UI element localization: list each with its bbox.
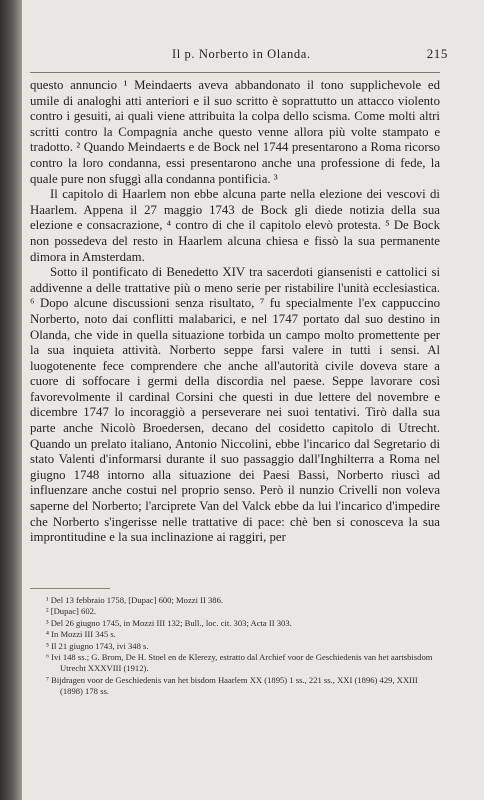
page-header	[22, 44, 484, 64]
book-page	[22, 0, 484, 800]
paragraph: Sotto il pontificato di Benedetto XIV tra sacerdoti giansenisti e cattolici si addivenne a delle trattative più o meno serie per ristabilire l'unità ecclesiastica. ⁶ Dopo alcune discussioni senza risultato, ⁷ fu specialmente l'ex cappuccino Norberto, noto dai conflitti malabarici, e nel 1747 portato dal suo destino in Olanda, che vide in quella situazione torbida un campo molto promettente per la sua inquieta attività. Norberto seppe farsi valere in tutti i sensi. Al luogotenente fece comprendere che anche all'autorità civile doveva stare a cuore di soffocare i germi della discordia nel paese. Seppe lavorare così favorevolmente il cardinal Corsini che questi in due lettere del novembre e dicembre 1747 lo incoraggiò a perseverare nei suoi tentativi. Tirò dalla sua parte anche Nicolò Broedersen, decano del cosidetto capitolo di Utrecht. Quando un prelato italiano, Antonio Niccolini, ebbe l'incarico dal Segretario di stato Valenti d'informarsi durante il suo passaggio dall'Inghilterra a Roma nel giugno 1748 intorno alla situazione dei Paesi Bassi, Norberto riuscì ad influenzare anche costui nel proprio senso. Però il nunzio Crivelli non voleva saperne del Norberto; l'arciprete Van del Valck ebbe da lui l'incarico d'impedire che Norberto s'ingerisse nelle trattative di pace: chè ben si conosceva la sua improntitudine e la sua inclinazione ai raggiri, per	[30, 265, 440, 545]
footnote: ¹ Del 13 febbraio 1758, [Dupac] 600; Mozzi II 386.	[46, 595, 224, 605]
footnote: ⁶ Ivi 148 ss.; G. Brom, De H. Stoel en de Klerezy, estratto dal Archief voor de Geschiedenis van het aartsbisdom Utrecht XXXVIII (1912).	[46, 652, 433, 674]
footnote: ⁵ Il 21 giugno 1743, ivi 348 s.	[46, 640, 149, 651]
footnote-separator	[30, 588, 110, 589]
footnote: ³ Del 26 giugno 1745, in Mozzi III 132; Bull., loc. cit. 303; Acta II 303.	[46, 617, 292, 628]
paragraph: questo annuncio ¹ Meindaerts aveva abbandonato il tono supplichevole ed umile di analoghi atti anteriori e il suo scritto è soprattutto un attacco violento contro i gesuiti, ai quali viene attribuita la colpa dello scisma. Come molti altri scritti contro la Compagnia anche questo venne allora più volte stampato e tradotto. ² Quando Meindaerts e de Bock nel 1744 presentarono a Roma ricorso contro la loro condanna, essi presentarono anche una professione di fede, la quale pure non sfuggì alla condanna pontificia. ³	[30, 78, 440, 186]
page-number: 215	[426, 46, 448, 61]
book-gutter-shadow	[0, 0, 22, 800]
footnotes	[30, 588, 440, 698]
footnote: ⁴ In Mozzi III 345 s.	[46, 629, 116, 640]
running-title: Il p. Norberto in Olanda.	[172, 47, 311, 61]
footnote: ² [Dupac] 602.	[46, 606, 97, 617]
footnote: ⁷ Bijdragen voor de Geschiedenis van het bisdom Haarlem XX (1895) 1 ss., 221 ss., XXI (1896) 429, XXIII (1898) 178 ss.	[46, 674, 418, 697]
paragraph: Il capitolo di Haarlem non ebbe alcuna parte nella elezione dei vescovi di Haarlem. Appena il 27 maggio 1743 de Bock gli diede notizia della sua elezione e consacrazione, ⁴ contro di che il capitolo elevò protesta. ⁵ De Bock non possedeva del resto in Haarlem alcuna chiesa e fissò la sua permanente dimora in Amsterdam.	[30, 187, 440, 264]
header-rule	[30, 72, 440, 73]
main-text	[30, 78, 440, 546]
